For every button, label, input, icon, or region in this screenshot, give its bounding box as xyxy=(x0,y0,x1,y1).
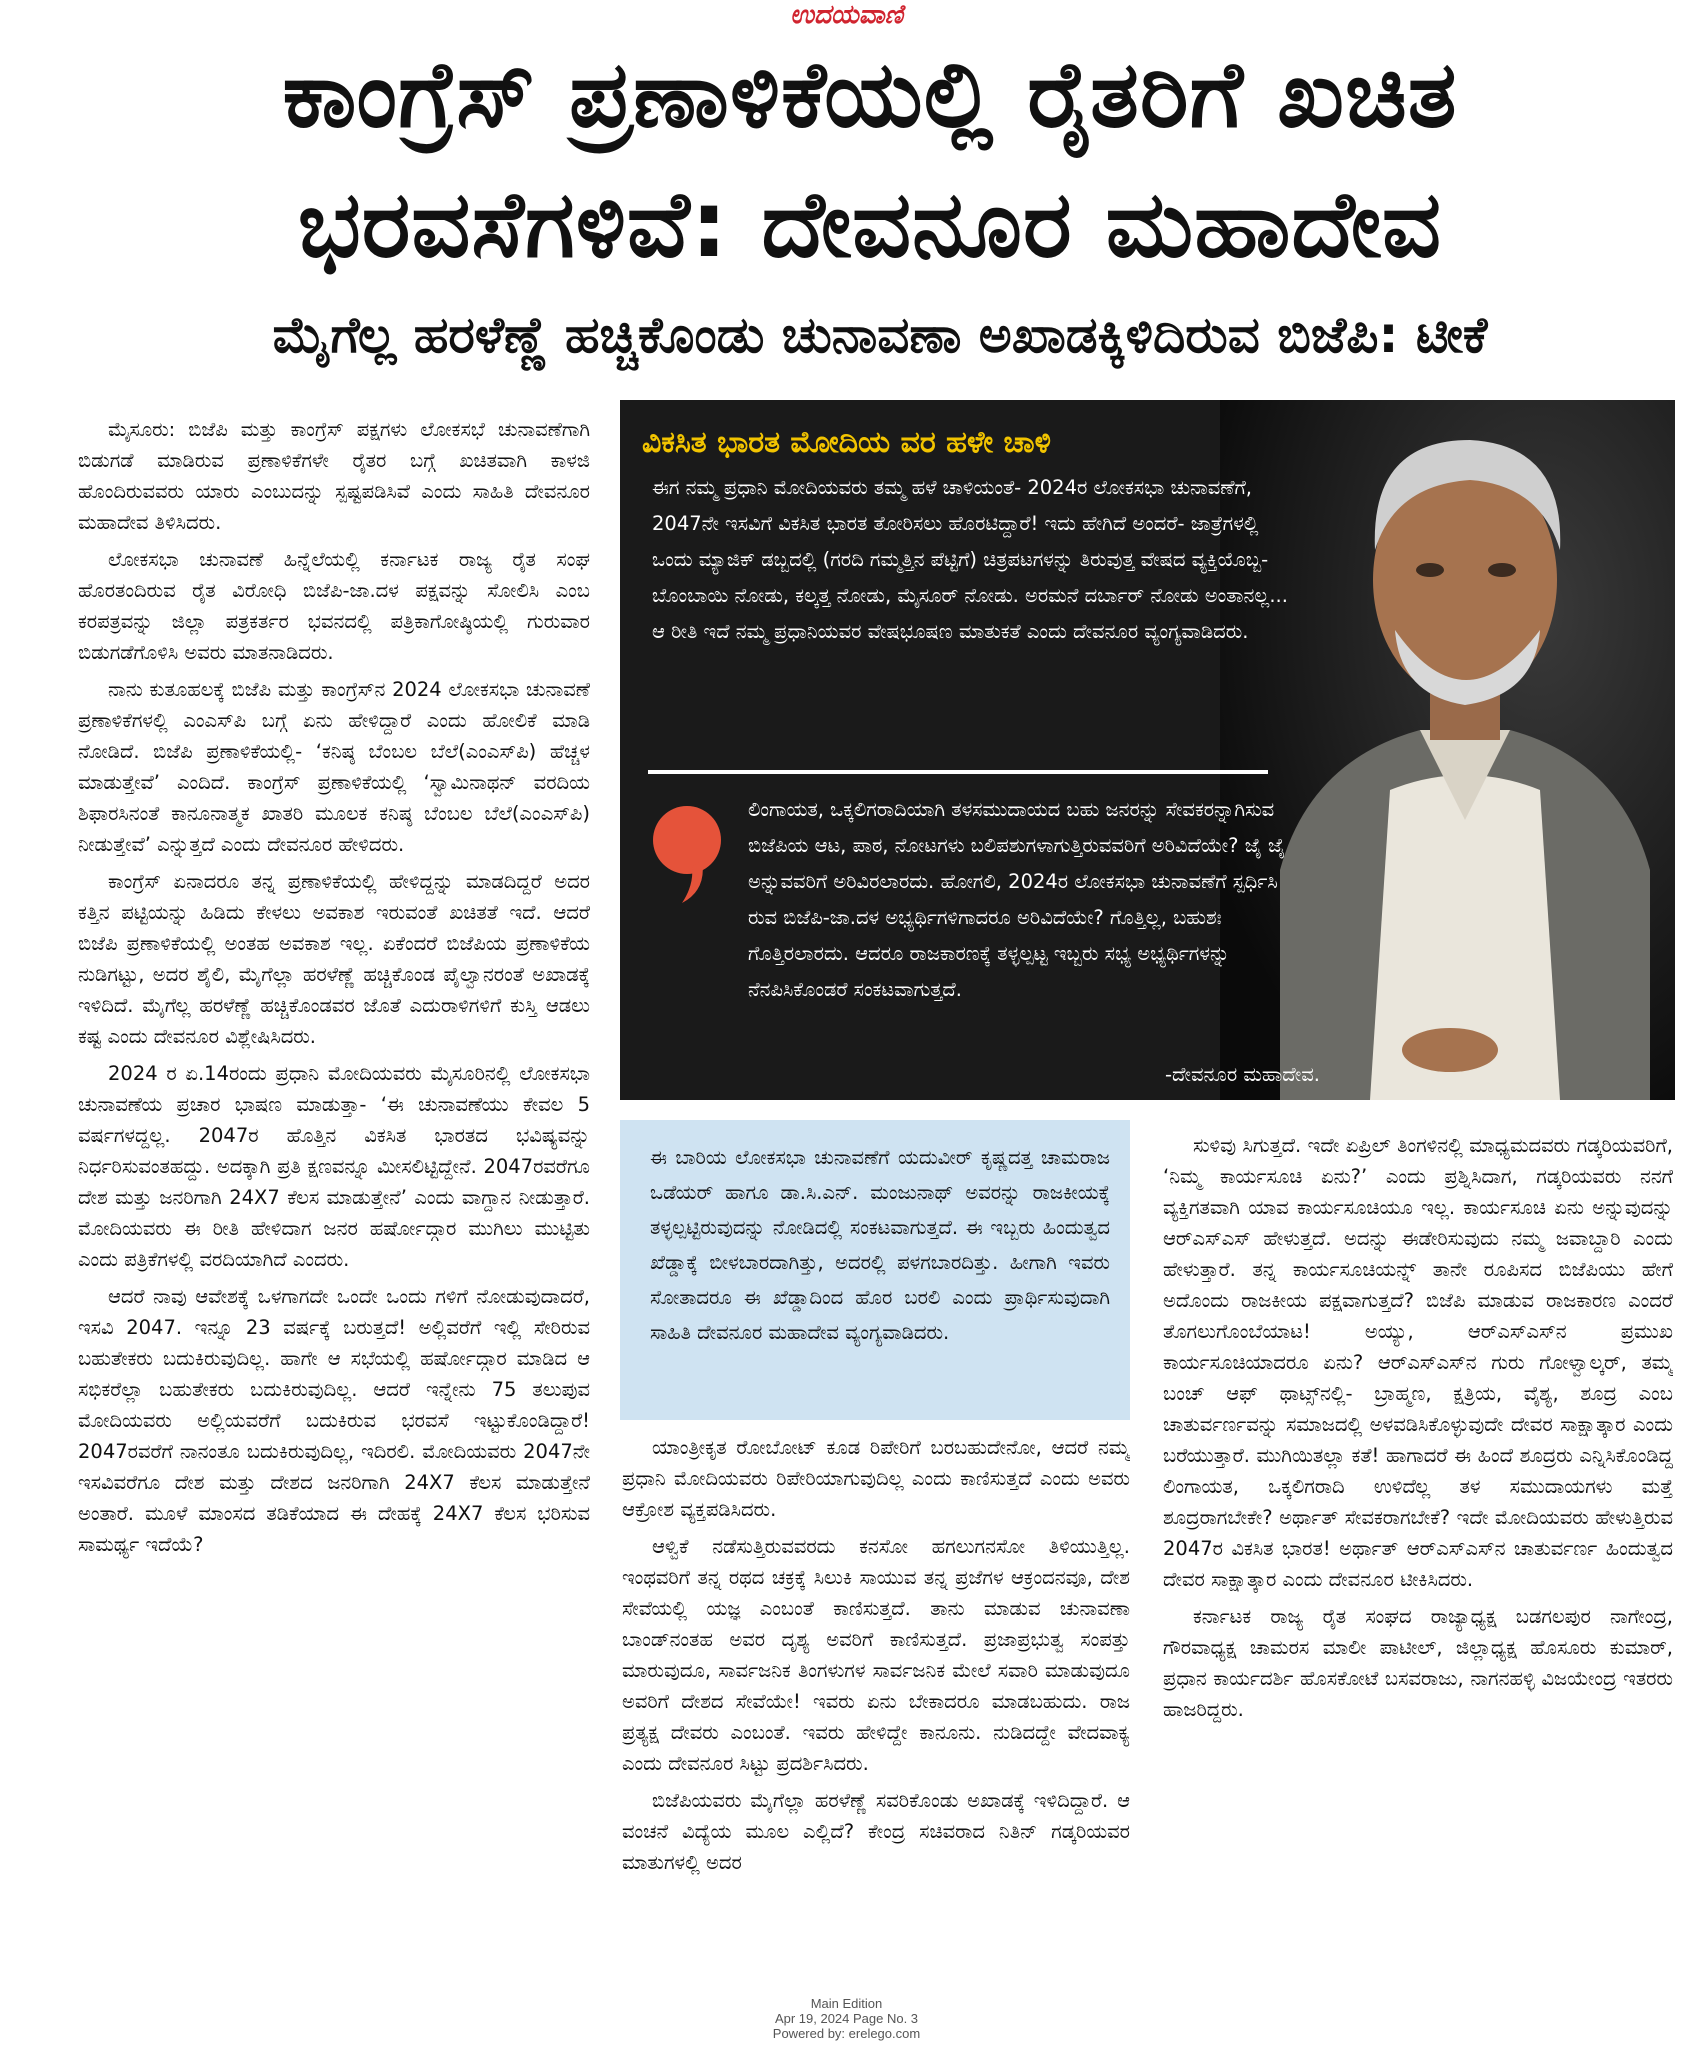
masthead xyxy=(0,0,1693,34)
paragraph: ಬಿಜೆಪಿಯವರು ಮೈಗೆಲ್ಲಾ ಹರಳೆಣ್ಣೆ ಸವರಿಕೊಂಡು ಅಖಾಡಕ್ಕೆ ಇಳಿದಿದ್ದಾರೆ. ಆ ವಂಚನೆ ವಿದ್ಯೆಯ ಮೂಲ ಎಲ್ಲಿದೆ? ಕೇಂದ್ರ ಸಚಿವರಾದ ನಿತಿನ್ ಗಡ್ಕರಿಯವರ ಮಾತುಗಳಲ್ಲಿ ಅದರ xyxy=(622,1789,1130,1874)
article-column-2 xyxy=(622,1432,1130,1992)
pull-quote: ಲಿಂಗಾಯತ, ಒಕ್ಕಲಿಗರಾದಿಯಾಗಿ ತಳಸಮುದಾಯದ ಬಹು ಜನರನ್ನು ಸೇವಕರನ್ನಾಗಿಸುವ ಬಿಜೆಪಿಯ ಆಟ, ಪಾಠ, ನೋಟಗಳು ಬಲಿಪಶುಗಳಾಗುತ್ತಿರುವವರಿಗೆ ಅರಿವಿದೆಯೇ? ಜೈ ಜೈ ಅನ್ನುವವರಿಗೆ ಅರಿವಿರಲಾರದು. ಹೋಗಲಿ, 2024ರ ಲೋಕಸಭಾ ಚುನಾವಣೆಗೆ ಸ್ಪರ್ಧಿಸಿ ರುವ ಬಿಜೆಪಿ-ಜಾ.ದಳ ಅಭ್ಯರ್ಥಿಗಳಿಗಾದರೂ ಅರಿವಿದೆಯೇ? ಗೊತ್ತಿಲ್ಲ, ಬಹುಶಃ ಗೊತ್ತಿರಲಾರದು. ಆದರೂ ರಾಜಕಾರಣಕ್ಕೆ ತಳ್ಳಲ್ಪಟ್ಟ ಇಬ್ಬರು ಸಭ್ಯ ಅಭ್ಯರ್ಥಿಗಳನ್ನು ನೆನಪಿಸಿಕೊಂಡರೆ ಸಂಕಟವಾಗುತ್ತದೆ. xyxy=(748,798,1286,1001)
headline-line-1: ಕಾಂಗ್ರೆಸ್ ಪ್ರಣಾಳಿಕೆಯಲ್ಲಿ ರೈತರಿಗೆ ಖಚಿತ xyxy=(282,41,1458,148)
feature-kicker: ವಿಕಸಿತ ಭಾರತ ಮೋದಿಯ ವರ ಹಳೇ ಚಾಳಿ xyxy=(642,425,1051,460)
quote-author: -ದೇವನೂರ ಮಹಾದೇವ. xyxy=(1165,1063,1320,1086)
paragraph: ಯಾಂತ್ರೀಕೃತ ರೋಬೋಟ್ ಕೂಡ ರಿಪೇರಿಗೆ ಬರಬಹುದೇನೋ, ಆದರೆ ನಮ್ಮ ಪ್ರಧಾನಿ ಮೋದಿಯವರು ರಿಪೇರಿಯಾಗುವುದಿಲ್ಲ ಎಂದು ಕಾಣಿಸುತ್ತದೆ ಎಂದು ಅವರು ಆಕ್ರೋಶ ವ್ಯಕ್ತಪಡಿಸಿದರು. xyxy=(622,1436,1130,1521)
sidebar-blue-box xyxy=(620,1120,1130,1420)
article-column-3 xyxy=(1163,1130,1673,1992)
subheadline: ಮೈಗೆಲ್ಲ ಹರಳೆಣ್ಣೆ ಹಚ್ಚಿಕೊಂಡು ಚುನಾವಣಾ ಅಖಾಡಕ್ಕಿಳಿದಿರುವ ಬಿಜೆಪಿ: ಟೀಕೆ xyxy=(272,306,1488,364)
paragraph: ಆದರೆ ನಾವು ಆವೇಶಕ್ಕೆ ಒಳಗಾಗದೇ ಒಂದೇ ಒಂದು ಗಳಿಗೆ ನೋಡುವುದಾದರೆ, ಇಸವಿ 2047. ಇನ್ನೂ 23 ವರ್ಷಕ್ಕೆ ಬರುತ್ತದೆ! ಅಲ್ಲಿವರೆಗೆ ಇಲ್ಲಿ ಸೇರಿರುವ ಬಹುತೇಕರು ಬದುಕಿರುವುದಿಲ್ಲ. ಹಾಗೇ ಆ ಸಭೆಯಲ್ಲಿ ಹರ್ಷೋದ್ಗಾರ ಮಾಡಿದ ಆ ಸಭಿಕರೆಲ್ಲಾ ಬಹುತೇಕರು ಬದುಕಿರುವುದಿಲ್ಲ. ಆದರೆ ಇನ್ನೇನು 75 ತಲುಪುವ ಮೋದಿಯವರು ಅಲ್ಲಿಯವರೆಗೆ ಬದುಕಿರುವ ಭರವಸೆ ಇಟ್ಟುಕೊಂಡಿದ್ದಾರೆ! 2047ರವರೆಗೆ ನಾನಂತೂ ಬದುಕಿರುವುದಿಲ್ಲ, ಇದಿರಲಿ. ಮೋದಿಯವರು 2047ನೇ ಇಸವಿವರೆಗೂ ದೇಶ ಮತ್ತು ದೇಶದ ಜನರಿಗಾಗಿ 24X7 ಕೆಲಸ ಮಾಡುತ್ತೇನೆ ಅಂತಾರೆ. ಮೂಳೆ ಮಾಂಸದ ತಡಿಕೆಯಾದ ಈ ದೇಹಕ್ಕೆ 24X7 ಕೆಲಸ ಭರಿಸುವ ಸಾಮರ್ಥ್ಯ ಇದೆಯೆ? xyxy=(78,1285,590,1556)
paragraph: 2024 ರ ಏ.14ರಂದು ಪ್ರಧಾನಿ ಮೋದಿಯವರು ಮೈಸೂರಿನಲ್ಲಿ ಲೋಕಸಭಾ ಚುನಾವಣೆಯ ಪ್ರಚಾರ ಭಾಷಣ ಮಾಡುತ್ತಾ- ‘ಈ ಚುನಾವಣೆಯು ಕೇವಲ 5 ವರ್ಷಗಳದ್ದಲ್ಲ. 2047ರ ಹೊತ್ತಿನ ವಿಕಸಿತ ಭಾರತದ ಭವಿಷ್ಯವನ್ನು ನಿರ್ಧರಿಸುವಂತಹದ್ದು. ಅದಕ್ಕಾಗಿ ಪ್ರತಿ ಕ್ಷಣವನ್ನೂ ಮೀಸಲಿಟ್ಟಿದ್ದೇನೆ. 2047ರವರೆಗೂ ದೇಶ ಮತ್ತು ಜನರಿಗಾಗಿ 24X7 ಕೆಲಸ ಮಾಡುತ್ತೇನೆ’ ಎಂದು ವಾಗ್ದಾನ ನೀಡುತ್ತಾರೆ. ಮೋದಿಯವರು ಈ ರೀತಿ ಹೇಳಿದಾಗ ಜನರ ಹರ್ಷೋದ್ಗಾರ ಮುಗಿಲು ಮುಟ್ಟಿತು ಎಂದು ಪತ್ರಿಕೆಗಳಲ್ಲಿ ವರದಿಯಾಗಿದೆ ಎಂದರು. xyxy=(78,1062,590,1271)
blue-box-text: ಈ ಬಾರಿಯ ಲೋಕಸಭಾ ಚುನಾವಣೆಗೆ ಯದುವೀರ್ ಕೃಷ್ಣದತ್ತ ಚಾಮರಾಜ ಒಡೆಯರ್ ಹಾಗೂ ಡಾ.ಸಿ.ಎನ್. ಮಂಜುನಾಥ್ ಅವರನ್ನು ರಾಜಕೀಯಕ್ಕೆ ತಳ್ಳಲ್ಪಟ್ಟಿರುವುದನ್ನು ನೋಡಿದಲ್ಲಿ ಸಂಕಟವಾಗುತ್ತದೆ. ಈ ಇಬ್ಬರು ಹಿಂದುತ್ವದ ಖೆಡ್ಡಾಕ್ಕೆ ಬೀಳಬಾರದಾಗಿತ್ತು, ಅದರಲ್ಲಿ ಪಳಗಬಾರದಿತ್ತು. ಹೀಗಾಗಿ ಇವರು ಸೋತಾದರೂ ಈ ಖೆಡ್ಡಾದಿಂದ ಹೊರ ಬರಲಿ ಎಂದು ಪ್ರಾರ್ಥಿಸುವುದಾಗಿ ಸಾಹಿತಿ ದೇವನೂರ ಮಹಾದೇವ ವ್ಯಂಗ್ಯವಾಡಿದರು. xyxy=(650,1146,1110,1344)
footer-edition: Main Edition xyxy=(810,1996,883,2011)
paragraph: ಲೋಕಸಭಾ ಚುನಾವಣೆ ಹಿನ್ನೆಲೆಯಲ್ಲಿ ಕರ್ನಾಟಕ ರಾಜ್ಯ ರೈತ ಸಂಘ ಹೊರತಂದಿರುವ ರೈತ ವಿರೋಧಿ ಬಿಜೆಪಿ-ಜಾ.ದಳ ಪಕ್ಷವನ್ನು ಸೋಲಿಸಿ ಎಂಬ ಕರಪತ್ರವನ್ನು ಜಿಲ್ಲಾ ಪತ್ರಕರ್ತರ ಭವನದಲ್ಲಿ ಪತ್ರಿಕಾಗೋಷ್ಠಿಯಲ್ಲಿ ಗುರುವಾರ ಬಿಡುಗಡೆಗೊಳಿಸಿ ಅವರು ಮಾತನಾಡಿದರು. xyxy=(78,548,590,664)
paragraph: ನಾನು ಕುತೂಹಲಕ್ಕೆ ಬಿಜೆಪಿ ಮತ್ತು ಕಾಂಗ್ರೆಸ್‌ನ 2024 ಲೋಕಸಭಾ ಚುನಾವಣೆ ಪ್ರಣಾಳಿಕೆಗಳಲ್ಲಿ ಎಂಎಸ್‌ಪಿ ಬಗ್ಗೆ ಏನು ಹೇಳಿದ್ದಾರೆ ಎಂದು ಹೋಲಿಕೆ ಮಾಡಿ ನೋಡಿದೆ. ಬಿಜೆಪಿ ಪ್ರಣಾಳಿಕೆಯಲ್ಲಿ- ‘ಕನಿಷ್ಠ ಬೆಂಬಲ ಬೆಲೆ(ಎಂಎಸ್‌ಪಿ) ಹೆಚ್ಚಳ ಮಾಡುತ್ತೇವೆ’ ಎಂದಿದೆ. ಕಾಂಗ್ರೆಸ್ ಪ್ರಣಾಳಿಕೆಯಲ್ಲಿ ‘ಸ್ವಾಮಿನಾಥನ್ ವರದಿಯ ಶಿಫಾರಸಿನಂತೆ ಕಾನೂನಾತ್ಮಕ ಖಾತರಿ ಮೂಲಕ ಕನಿಷ್ಠ ಬೆಂಬಲ ಬೆಲೆ(ಎಂಎಸ್‌ಪಿ) ನೀಡುತ್ತೇವೆ’ ಎನ್ನುತ್ತದೆ ಎಂದು ದೇವನೂರ ಹೇಳಿದರು. xyxy=(78,678,590,856)
quote-mark-icon xyxy=(652,805,722,905)
footer-date: Apr 19, 2024 Page No. 3 xyxy=(774,2011,919,2026)
article-column-1 xyxy=(78,414,590,1989)
paragraph: ಮೈಸೂರು: ಬಿಜೆಪಿ ಮತ್ತು ಕಾಂಗ್ರೆಸ್ ಪಕ್ಷಗಳು ಲೋಕಸಭೆ ಚುನಾವಣೆಗಾಗಿ ಬಿಡುಗಡೆ ಮಾಡಿರುವ ಪ್ರಣಾಳಿಕೆಗಳೇ ರೈತರ ಬಗ್ಗೆ ಖಚಿತವಾಗಿ ಕಾಳಜಿ ಹೊಂದಿರುವವರು ಯಾರು ಎಂಬುದನ್ನು ಸ್ಪಷ್ಟಪಡಿಸಿವೆ ಎಂದು ಸಾಹಿತಿ ದೇವನೂರ ಮಹಾದೇವ ತಿಳಿಸಿದರು. xyxy=(78,418,590,534)
paragraph: ಸುಳಿವು ಸಿಗುತ್ತದೆ. ಇದೇ ಏಪ್ರಿಲ್ ತಿಂಗಳಿನಲ್ಲಿ ಮಾಧ್ಯಮದವರು ಗಡ್ಕರಿಯವರಿಗೆ, ‘ನಿಮ್ಮ ಕಾರ್ಯಸೂಚಿ ಏನು?’ ಎಂದು ಪ್ರಶ್ನಿಸಿದಾಗ, ಗಡ್ಕರಿಯವರು ನನಗೆ ವ್ಯಕ್ತಿಗತವಾಗಿ ಯಾವ ಕಾರ್ಯಸೂಚಿಯೂ ಇಲ್ಲ. ಕಾರ್ಯಸೂಚಿ ಏನು ಅನ್ನುವುದನ್ನು ಆರ್‌ಎಸ್‌ಎಸ್ ಹೇಳುತ್ತದೆ. ಅದನ್ನು ಈಡೇರಿಸುವುದು ನಮ್ಮ ಜವಾಬ್ದಾರಿ ಎಂದು ಹೇಳುತ್ತಾರೆ. ತನ್ನ ಕಾರ್ಯಸೂಚಿಯನ್ನ್ ತಾನೇ ರೂಪಿಸದ ಬಿಜೆಪಿಯು ಹೇಗೆ ಅದೊಂದು ರಾಜಕೀಯ ಪಕ್ಷವಾಗುತ್ತದೆ? ಬಿಜೆಪಿ ಮಾಡುವ ರಾಜಕಾರಣ ಎಂದರೆ ತೊಗಲುಗೊಂಬೆಯಾಟ! ಅಯ್ಯು, ಆರ್‌ಎಸ್‌ಎಸ್‌ನ ಪ್ರಮುಖ ಕಾರ್ಯಸೂಚಿಯಾದರೂ ಏನು? ಆರ್‌ಎಸ್‌ಎಸ್‌ನ ಗುರು ಗೋಳ್ವಾಲ್ಕರ್, ತಮ್ಮ ಬಂಚ್ ಆಫ್ ಥಾಟ್ಸ್‌ನಲ್ಲಿ- ಬ್ರಾಹ್ಮಣ, ಕ್ಷತ್ರಿಯ, ವೈಶ್ಯ, ಶೂದ್ರ ಎಂಬ ಚಾತುರ್ವರ್ಣವನ್ನು ಸಮಾಜದಲ್ಲಿ ಅಳವಡಿಸಿಕೊಳ್ಳುವುದೇ ದೇವರ ಸಾಕ್ಷಾತ್ಕಾರ ಎಂದು ಬರೆಯುತ್ತಾರೆ. ಮುಗಿಯಿತಲ್ಲಾ ಕತೆ! ಹಾಗಾದರೆ ಈ ಹಿಂದೆ ಶೂದ್ರರು ಎನ್ನಿಸಿಕೊಂಡಿದ್ದ ಲಿಂಗಾಯತ, ಒಕ್ಕಲಿಗರಾದಿ ಉಳಿದೆಲ್ಲ ತಳ ಸಮುದಾಯಗಳು ಮತ್ತೆ ಶೂದ್ರರಾಗಬೇಕೇ? ಅರ್ಥಾತ್ ಸೇವಕರಾಗಬೇಕೆ? ಇದೇ ಮೋದಿಯವರು ಹೇಳುತ್ತಿರುವ 2047ರ ವಿಕಸಿತ ಭಾರತ! ಅರ್ಥಾತ್ ಆರ್‌ಎಸ್‌ಎಸ್‌ನ ಚಾತುರ್ವರ್ಣ ಹಿಂದುತ್ವದ ದೇವರ ಸಾಕ್ಷಾತ್ಕಾರ ಎಂದು ದೇವನೂರ ಟೀಕಿಸಿದರು. xyxy=(1163,1134,1673,1591)
paragraph: ಕಾಂಗ್ರೆಸ್ ಏನಾದರೂ ತನ್ನ ಪ್ರಣಾಳಿಕೆಯಲ್ಲಿ ಹೇಳಿದ್ದನ್ನು ಮಾಡದಿದ್ದರೆ ಅದರ ಕತ್ತಿನ ಪಟ್ಟಿಯನ್ನು ಹಿಡಿದು ಕೇಳಲು ಅವಕಾಶ ಇರುವಂತೆ ಖಚಿತತೆ ಇದೆ. ಆದರೆ ಬಿಜೆಪಿ ಪ್ರಣಾಳಿಕೆಯಲ್ಲಿ ಅಂತಹ ಅವಕಾಶ ಇಲ್ಲ. ಏಕೆಂದರೆ ಬಿಜೆಪಿಯ ಪ್ರಣಾಳಿಕೆಯ ನುಡಿಗಟ್ಟು, ಅದರ ಶೈಲಿ, ಮೈಗೆಲ್ಲಾ ಹರಳೆಣ್ಣೆ ಹಚ್ಚಿಕೊಂಡ ಪೈಲ್ವಾನರಂತೆ ಅಖಾಡಕ್ಕೆ ಇಳಿದಿದೆ. ಮೈಗೆಲ್ಲ ಹರಳೆಣ್ಣೆ ಹಚ್ಚಿಕೊಂಡವರ ಜೊತೆ ಎದುರಾಳಿಗಳಿಗೆ ಕುಸ್ತಿ ಆಡಲು ಕಷ್ಟ ಎಂದು ದೇವನೂರ ವಿಶ್ಲೇಷಿಸಿದರು. xyxy=(78,870,590,1048)
footer-powered: Powered by: erelego.com xyxy=(772,2026,921,2041)
divider xyxy=(648,770,1268,774)
feature-box xyxy=(620,400,1675,1100)
headline-line-2: ಭರವಸೆಗಳಿವೆ: ದೇವನೂರ ಮಹಾದೇವ xyxy=(297,171,1443,278)
feature-text: ಈಗ ನಮ್ಮ ಪ್ರಧಾನಿ ಮೋದಿಯವರು ತಮ್ಮ ಹಳೆ ಚಾಳಿಯಂತೆ- 2024ರ ಲೋಕಸಭಾ ಚುನಾವಣೆಗೆ, 2047ನೇ ಇಸವಿಗೆ ವಿಕಸಿತ ಭಾರತ ತೋರಿಸಲು ಹೊರಟಿದ್ದಾರೆ! ಇದು ಹೇಗಿದೆ ಅಂದರೆ- ಜಾತ್ರೆಗಳಲ್ಲಿ ಒಂದು ಮ್ಯಾಜಿಕ್ ಡಬ್ಬದಲ್ಲಿ (ಗರದಿ ಗಮ್ಮತ್ತಿನ ಪೆಟ್ಟಿಗೆ) ಚಿತ್ರಪಟಗಳನ್ನು ತಿರುವುತ್ತ ವೇಷದ ವ್ಯಕ್ತಿಯೊಬ್ಬ- ಬೊಂಬಾಯಿ ನೋಡು, ಕಲ್ಕತ್ತ ನೋಡು, ಮೈಸೂರ್ ನೋಡು. ಅರಮನೆ ದರ್ಬಾರ್ ನೋಡು ಅಂತಾನಲ್ಲ... ಆ ರೀತಿ ಇದೆ ನಮ್ಮ ಪ್ರಧಾನಿಯವರ ವೇಷಭೂಷಣ ಮಾತುಕತೆ ಎಂದು ದೇವನೂರ ವ್ಯಂಗ್ಯವಾಡಿದರು. xyxy=(652,476,1288,643)
paragraph: ಕರ್ನಾಟಕ ರಾಜ್ಯ ರೈತ ಸಂಘದ ರಾಜ್ಯಾಧ್ಯಕ್ಷ ಬಡಗಲಪುರ ನಾಗೇಂದ್ರ, ಗೌರವಾಧ್ಯಕ್ಷ ಚಾಮರಸ ಮಾಲೀ ಪಾಟೀಲ್, ಜಿಲ್ಲಾಧ್ಯಕ್ಷ ಹೊಸೂರು ಕುಮಾರ್, ಪ್ರಧಾನ ಕಾರ್ಯದರ್ಶಿ ಹೊಸಕೋಟೆ ಬಸವರಾಜು, ನಾಗನಹಳ್ಳಿ ವಿಜಯೇಂದ್ರ ಇತರರು ಹಾಜರಿದ್ದರು. xyxy=(1163,1605,1673,1721)
footer xyxy=(0,1996,1693,2041)
paragraph: ಆಳ್ವಿಕೆ ನಡೆಸುತ್ತಿರುವವರದು ಕನಸೋ ಹಗಲುಗನಸೋ ತಿಳಿಯುತ್ತಿಲ್ಲ. ಇಂಥವರಿಗೆ ತನ್ನ ರಥದ ಚಕ್ರಕ್ಕೆ ಸಿಲುಕಿ ಸಾಯುವ ತನ್ನ ಪ್ರಜೆಗಳ ಆಕ್ರಂದನವೂ, ದೇಶ ಸೇವೆಯಲ್ಲಿ ಯಜ್ಞ ಎಂಬಂತೆ ಕಾಣಿಸುತ್ತದೆ. ತಾನು ಮಾಡುವ ಚುನಾವಣಾ ಬಾಂಡ್‌ನಂತಹ ಅವರ ದೃಶ್ಯ ಅವರಿಗೆ ಕಾಣಿಸುತ್ತದೆ. ಪ್ರಜಾಪ್ರಭುತ್ವ ಸಂಪತ್ತು ಮಾರುವುದೂ, ಸಾರ್ವಜನಿಕ ತಿಂಗಳುಗಳ ಸಾರ್ವಜನಿಕ ಮೇಲೆ ಸವಾರಿ ಮಾಡುವುದೂ ಅವರಿಗೆ ದೇಶದ ಸೇವೆಯೇ! ಇವರು ಏನು ಬೇಕಾದರೂ ಮಾಡಬಹುದು. ರಾಜ ಪ್ರತ್ಯಕ್ಷ ದೇವರು ಎಂಬಂತೆ. ಇವರು ಹೇಳಿದ್ದೇ ಕಾನೂನು. ನುಡಿದದ್ದೇ ವೇದವಾಕ್ಯ ಎಂದು ದೇವನೂರ ಸಿಟ್ಟು ಪ್ರದರ್ಶಿಸಿದರು. xyxy=(622,1535,1130,1775)
masthead-logo: ಉದಯವಾಣಿ xyxy=(790,0,903,30)
